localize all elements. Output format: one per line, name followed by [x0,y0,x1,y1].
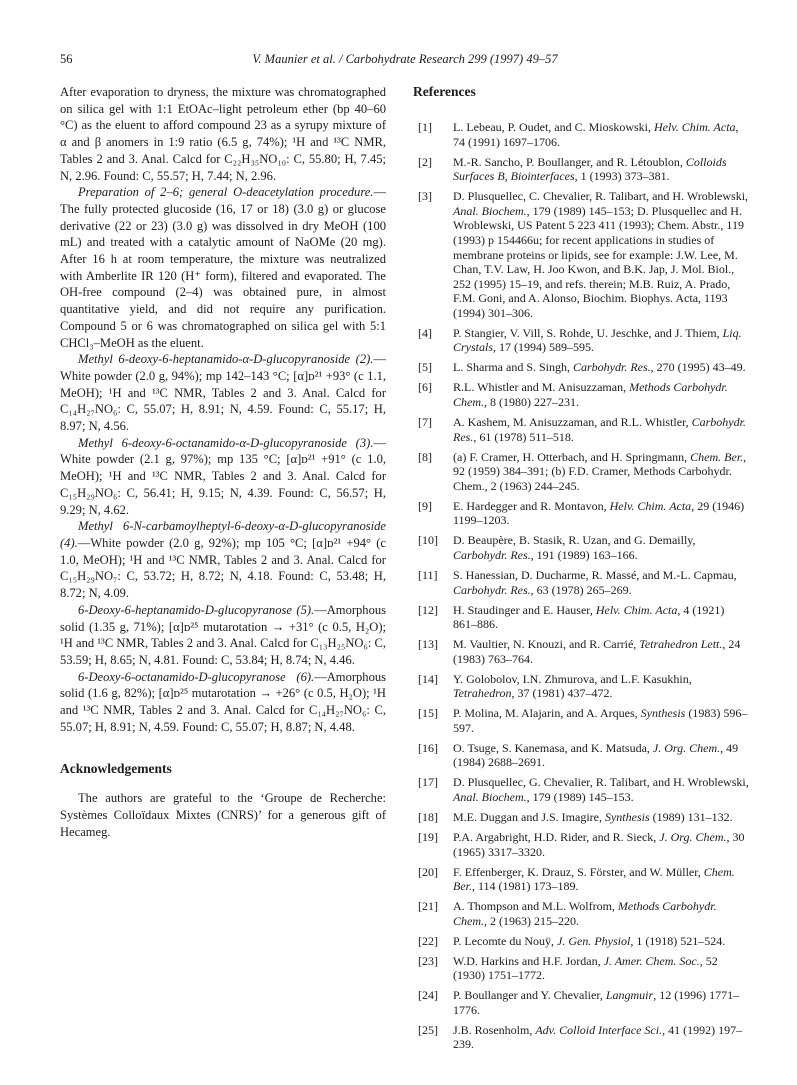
reference-authors: L. Lebeau, P. Oudet, and C. Mioskowski, [453,120,654,134]
reference-item [413,899,750,928]
reference-number: [25] [418,1022,438,1037]
reference-authors: P. Stangier, V. Vill, S. Rohde, U. Jeschke, and J. Thiem, [453,325,723,340]
reference-details: , 1 (1993) 373–381. [574,169,670,184]
reference-authors: F. Effenberger, K. Drauz, S. Förster, and W. Müller, [453,864,704,879]
reference-journal: Helv. Chim. Acta [653,120,736,134]
reference-number: [23] [418,953,438,968]
reference-journal: Carbohydr. Res. [453,415,746,444]
reference-number: [21] [418,899,438,914]
paragraph-title: Methyl 6-deoxy-6-heptanamido-α-D-glucopyranoside (2). [78,352,374,367]
reference-item [413,672,750,701]
reference-authors: J.B. Rosenholm, [453,1022,536,1037]
reference-details: , 41 (1992) 197–239. [453,1022,743,1052]
reference-item [413,706,750,735]
references-column [413,84,750,1057]
reference-authors: W.D. Harkins and H.F. Jordan, [453,953,604,968]
reference-number: [8] [418,449,432,464]
reference-item [413,810,750,825]
paragraph-compound-2 [60,351,386,435]
paragraph-text: —Amorphous solid (1.35 g, 71%); [α]ᴅ²⁵ mutarotation → +31° (c 0.5, H₂O); ¹H and ¹³C NMR, Tables 2 and 3. Anal. Calcd for C₁₃H₂₅NO₆: C, 53.59; H, 8.65; N, 4.81. Found: C, 53.84; H, 8.74; N, 4.46. [60,602,386,667]
reference-journal: Carbohydr. Res. [453,547,531,562]
reference-details: , 12 (1996) 1771–1776. [453,988,740,1017]
reference-number: [3] [418,189,432,204]
reference-text [453,568,737,597]
paragraph-text: —White powder (2.0 g, 94%); mp 142–143 °C; [α]ᴅ²¹ +93° (c 1.1, MeOH); ¹H and ¹³C NMR, Tables 2 and 3. Anal. Calcd for C₁₄H₂₇NO₆: C, 55.07; H, 8.91; N, 4.59. Found: C, 55.17; H, 8.97; N, 4.56. [60,352,386,434]
paragraph-text: —Amorphous solid (1.6 g, 82%); [α]ᴅ²⁵ mutarotation → +26° (c 0.5, H₂O); ¹H and ¹³C NMR, Tables 2 and 3. Anal. Calcd for C₁₄H₂₇NO₆: C, 55.07; H, 8.91; N, 4.59. Found: C, 55.07; H, 8.87; N, 4.48. [60,669,386,734]
reference-details: , 179 (1989) 145–153. [526,790,634,804]
paragraph-compound-4 [60,518,386,602]
reference-text [453,499,744,528]
reference-item [413,499,750,528]
reference-details: , 2 (1963) 215–220. [484,913,579,928]
reference-authors: M.E. Duggan and J.S. Imagire, [453,809,605,824]
running-head [60,52,750,72]
reference-authors: P. Molina, M. Alajarin, and A. Arques, [453,706,641,721]
reference-authors: P. Lecomte du Nouÿ, [453,933,557,948]
reference-item [413,934,750,949]
reference-text [453,360,746,374]
reference-details: , 74 (1991) 1697–1706. [453,120,739,149]
reference-details: , 29 (1946) 1199–1203. [453,498,745,528]
reference-authors: O. Tsuge, S. Kanemasa, and K. Matsuda, [453,740,653,755]
reference-authors: D. Plusquellec, G. Chevalier, R. Talibart, and H. Wroblewski, [453,775,749,790]
reference-journal: Tetrahedron Lett. [639,637,723,652]
reference-journal: Synthesis [640,706,686,721]
reference-details: , 92 (1959) 384–391; (b) F.D. Cramer, Methods Carbohydr. Chem., 2 (1963) 244–245. [453,449,747,493]
paragraph-title: 6-Deoxy-6-heptanamido-D-glucopyranose (5). [78,602,315,617]
reference-number: [1] [418,120,432,134]
reference-item [413,533,750,562]
reference-journal: Methods Carbohydr. Chem. [453,899,717,928]
reference-text [453,603,724,632]
reference-authors: Y. Golobolov, I.N. Zhmurova, and L.F. Kasukhin, [453,671,692,686]
reference-journal: Helv. Chim. Acta [609,498,692,513]
reference-text [453,155,727,184]
reference-item [413,603,750,632]
reference-number: [17] [418,775,438,790]
reference-text [453,741,738,770]
paragraph-title: Methyl 6-deoxy-6-octanamido-α-D-glucopyranoside (3). [78,435,374,450]
reference-item [413,988,750,1017]
reference-number: [5] [418,360,432,375]
reference-details: , 114 (1981) 173–189. [472,879,579,894]
reference-item [413,830,750,859]
reference-number: [9] [418,498,432,513]
reference-text [453,450,746,493]
reference-details: (1983) 596–597. [453,706,748,735]
reference-text [453,1023,742,1052]
reference-item [413,637,750,666]
reference-journal: Methods Carbohydr. Chem. [453,380,728,410]
reference-details: , 30 (1965) 3317–3320. [453,829,745,859]
acknowledgements-text: The authors are grateful to the ‘Groupe de Recherche: Systèmes Colloïdaux Mixtes (CNRS)’ for a generous gift of Hecameg. [60,791,386,839]
reference-text [453,830,745,859]
reference-journal: Anal. Biochem. [453,790,527,804]
reference-number: [16] [418,740,438,755]
reference-journal: Liq. Crystals [453,325,742,355]
reference-number: [24] [418,988,438,1003]
reference-list [413,120,750,1052]
reference-item [413,380,750,409]
reference-text [453,380,728,409]
left-column [60,84,386,840]
references-heading: References [413,84,476,99]
reference-item [413,360,750,375]
reference-journal: Synthesis [604,809,650,824]
reference-text [453,775,749,804]
reference-authors: R.L. Whistler and M. Anisuzzaman, [453,380,630,395]
paragraph-title: 6-Deoxy-6-octanamido-D-glucopyranose (6). [78,669,315,684]
reference-details: , 37 (1981) 437–472. [511,686,613,701]
reference-item [413,415,750,444]
reference-journal: J. Gen. Physiol [557,933,631,948]
reference-journal: J. Org. Chem. [652,740,721,755]
reference-journal: Helv. Chim. Acta [595,602,678,617]
paragraph-deacetylation [60,184,386,351]
reference-number: [6] [418,380,432,395]
paragraph-compound-3 [60,435,386,519]
reference-authors: (a) F. Cramer, H. Otterbach, and H. Springmann, [453,449,691,464]
reference-item [413,450,750,494]
reference-text [453,189,748,320]
reference-journal: Colloids Surfaces B, Biointerfaces [453,154,727,184]
reference-authors: P. Boullanger and Y. Chevalier, [453,988,606,1003]
reference-journal: Carbohydr. Res. [573,360,651,375]
reference-item [413,865,750,894]
reference-number: [10] [418,533,438,548]
reference-text [453,706,747,735]
reference-item [413,155,750,184]
reference-number: [4] [418,325,432,340]
reference-item [413,326,750,355]
reference-authors: P.A. Argabright, H.D. Rider, and R. Sieck, [453,829,660,844]
acknowledgements-heading: Acknowledgements [60,761,172,777]
reference-text [453,637,740,666]
reference-authors: L. Sharma and S. Singh, [453,360,573,375]
reference-journal: Anal. Biochem. [453,203,527,218]
reference-item [413,775,750,804]
reference-details: , 52 (1930) 1751–1772. [453,953,718,983]
reference-journal: Adv. Colloid Interface Sci. [535,1022,663,1037]
reference-number: [19] [418,829,438,844]
reference-text [453,415,746,444]
reference-details: , 1 (1918) 521–524. [630,933,726,948]
paragraph-compound-5 [60,602,386,669]
reference-number: [18] [418,809,438,824]
paragraph-text: —White powder (2.1 g, 97%); mp 135 °C; [α]ᴅ²¹ +91° (c 1.0, MeOH); ¹H and ¹³C NMR, Tables 2 and 3. Anal. Calcd for C₁₅H₂₉NO₆: C, 56.41; H, 9.15; N, 4.39. Found: C, 56.57; H, 9.29; N, 4.62. [60,435,386,517]
reference-authors: D. Beaupère, B. Stasik, R. Uzan, and G. Demailly, [453,533,696,548]
reference-authors: A. Kashem, M. Anisuzzaman, and R.L. Whistler, [453,415,692,430]
reference-text [453,533,696,562]
reference-text [453,672,692,701]
reference-details: , 270 (1995) 43–49. [650,360,746,375]
reference-number: [12] [418,602,438,617]
reference-text [453,954,718,983]
reference-details: , 179 (1989) 145–153; D. Plusquellec and H. Wroblewski, US Patent 5 223 411 (1993); Chem. Abstr., 119 (1993) p 154466u; for recent applications in studies of membrane proteins or lipids, see for example: J.W. Lee, M. Chan, T.V. Law, H. Joo Kwon, and B.K. Jap, J. Mol. Biol., 252 (1995) 15–19, and refs. therein; M.B. Ruiz, A. Prado, F.M. Goni, and A. Alonso, Biochim. Biophys. Acta, 1193 (1994) 301–306. [453,203,744,320]
reference-item [413,954,750,983]
reference-number: [14] [418,671,438,686]
reference-details: , 61 (1978) 511–518. [473,429,574,444]
reference-authors: A. Thompson and M.L. Wolfrom, [453,899,618,914]
reference-text [453,899,717,928]
reference-number: [11] [418,567,438,582]
reference-authors: E. Hardegger and R. Montavon, [453,498,610,513]
reference-item [413,1023,750,1052]
reference-text [453,988,739,1017]
reference-details: , 8 (1980) 227–231. [484,395,579,410]
reference-details: , 49 (1984) 2688–2691. [453,740,739,770]
paragraph-title: Preparation of 2–6; general O-deacetylation procedure. [78,185,374,200]
reference-journal: J. Org. Chem. [659,829,727,844]
reference-authors: D. Plusquellec, C. Chevalier, R. Talibart, and H. Wroblewski, [453,189,749,204]
reference-number: [7] [418,415,432,430]
reference-journal: Langmuir [605,988,654,1003]
reference-number: [2] [418,154,432,169]
reference-text [453,934,725,948]
reference-details: , 17 (1994) 589–595. [493,340,595,355]
reference-text [453,326,742,355]
reference-text [453,120,739,149]
paragraph-title: Methyl 6-N-carbamoylheptyl-6-deoxy-α-D-glucopyranoside (4). [60,519,386,550]
reference-item [413,189,750,320]
reference-details: , 63 (1978) 265–269. [530,582,632,597]
reference-item [413,568,750,597]
reference-authors: M. Vaultier, N. Knouzi, and R. Carrié, [453,637,640,652]
reference-item [413,741,750,770]
reference-item [413,120,750,149]
reference-journal: Chem. Ber. [690,449,744,464]
paragraph-compound-23: After evaporation to dryness, the mixture was chromatographed on silica gel with 1:1 EtOAc–light petroleum ether (bp 40–60 °C) as the eluent to afford compound 23 as a syrupy mixture of α and β anomers in 1:9 ratio (6.5 g, 74%); ¹H and ¹³C NMR, Tables 2 and 3. Anal. Calcd for C₂₂H₃₅NO₁₀: C, 55.80; H, 7.45; N, 2.96. Found: C, 55.57; H, 7.44; N, 2.96. [60,85,386,183]
paragraph-text: —The fully protected glucoside (16, 17 or 18) (3.0 g) or glucose derivative (22 or 23) (3.0 g) was dissolved in dry MeOH (100 mL) and treated with a catalytic amount of NaOMe (20 mg). After 16 h at room temperature, the mixture was neutralized with Amberlite IR 120 (H⁺ form), filtered and evaporated. The OH-free compound (2–4) was obtained pure, in almost quantitative yield, and did not require any purification. Compound 5 or 6 was chromatographed on silica gel with 5:1 CHCl₃–MeOH as the eluent. [60,185,386,350]
reference-details: , 4 (1921) 861–886. [453,602,725,632]
reference-text [453,810,733,824]
reference-number: [13] [418,637,438,652]
reference-authors: H. Staudinger and E. Hauser, [453,602,596,617]
reference-authors: M.-R. Sancho, P. Boullanger, and R. Létoublon, [453,154,686,169]
reference-number: [22] [418,933,438,948]
journal-citation: V. Maunier et al. / Carbohydrate Research 299 (1997) 49–57 [252,52,558,66]
reference-details: (1989) 131–132. [649,809,733,824]
reference-details: , 24 (1983) 763–764. [453,637,741,666]
reference-journal: Tetrahedron [453,686,512,701]
page-number: 56 [60,52,73,66]
reference-journal: Chem. Ber. [453,864,735,894]
reference-journal: J. Amer. Chem. Soc. [603,953,700,968]
paragraph-compound-6 [60,669,386,736]
paragraph-text: —White powder (2.0 g, 92%); mp 105 °C; [α]ᴅ²¹ +94° (c 1.0, MeOH); ¹H and ¹³C NMR, Tables 2 and 3. Anal. Calcd for C₁₅H₂₉NO₇: C, 53.72; H, 8.72; N, 4.18. Found: C, 53.48; H, 8.72; N, 4.09. [60,535,386,601]
reference-number: [20] [418,864,438,879]
reference-number: [15] [418,706,438,721]
reference-authors: S. Hanessian, D. Ducharme, R. Massé, and M.-L. Capmau, [453,567,737,582]
reference-text [453,865,735,894]
reference-details: , 191 (1989) 163–166. [530,547,638,562]
reference-journal: Carbohydr. Res. [453,582,531,597]
